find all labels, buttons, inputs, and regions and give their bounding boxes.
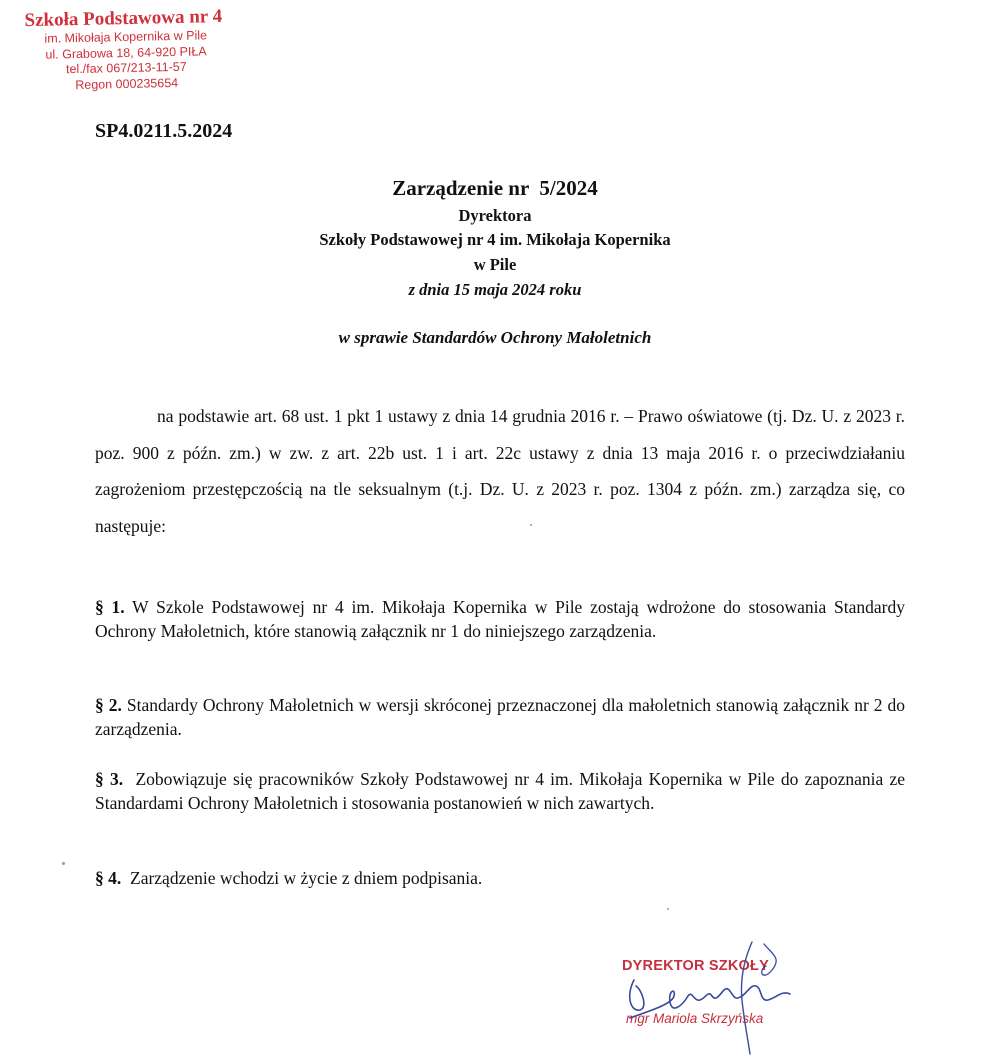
paragraph-number: § 2. — [95, 695, 122, 715]
signature-title-stamp: DYREKTOR SZKOŁY — [622, 958, 769, 974]
paragraph-text: Zobowiązuje się pracowników Szkoły Podstawowej nr 4 im. Mikołaja Kopernika w Pile do zapoznania ze Standardami Ochrony Małoletnich i stosowania postanowień w nich zawartych. — [95, 769, 905, 813]
paragraph-number: § 3. — [95, 769, 124, 789]
paragraph-number: § 4. — [95, 868, 122, 888]
stamp-regon: Regon 000235654 — [75, 75, 179, 92]
paragraph-number: § 1. — [95, 597, 125, 617]
director-signature-block — [612, 940, 822, 1055]
paragraph-text: W Szkole Podstawowej nr 4 im. Mikołaja Kopernika w Pile zostają wdrożone do stosowania Standardy Ochrony Małoletnich, które stanowią załącznik nr 1 do niniejszego zarządzenia. — [95, 597, 906, 641]
stamp-school-name: Szkoła Podstawowa nr 4 — [24, 5, 223, 32]
signature-name-stamp: mgr Mariola Skrzyńska — [626, 1011, 764, 1026]
legal-basis-preamble: na podstawie art. 68 ust. 1 pkt 1 ustawy z dnia 14 grudnia 2016 r. – Prawo oświatowe (tj. Dz. U. z 2023 r. poz. 900 z późn. zm.) w zw. z art. 22b ust. 1 i art. 22c ustawy z dnia 13 maja 2016 r. o przeciwdziałaniu zagrożeniom przestępczością na tle seksualnym (t.j. Dz. U. z 2023 r. poz. 1304 z późn. zm.) zarządza się, co następuje: — [95, 406, 905, 536]
stamp-phone: tel./fax 067/213-11-57 — [65, 59, 187, 77]
document-title: Zarządzenie nr 5/2024 — [392, 176, 598, 200]
paragraph-text: Zarządzenie wchodzi w życie z dniem podpisania. — [130, 868, 483, 888]
paragraph-1 — [95, 595, 905, 643]
document-subject: w sprawie Standardów Ochrony Małoletnich — [338, 328, 652, 347]
paragraph-text: Standardy Ochrony Małoletnich w wersji skróconej przeznaczonej dla małoletnich stanowią załącznik nr 2 do zarządzenia. — [95, 695, 906, 739]
document-date: z dnia 15 maja 2024 roku — [408, 280, 582, 299]
scan-speck — [667, 908, 669, 910]
handwritten-signature — [612, 940, 822, 1055]
issuer-line-1: Dyrektora — [458, 206, 532, 225]
issuer-line-3: w Pile — [473, 255, 517, 274]
reference-number: SP4.0211.5.2024 — [95, 120, 233, 142]
school-stamp — [5, 5, 247, 94]
paragraph-4 — [95, 866, 905, 890]
scan-speck — [62, 862, 65, 865]
issuer-line-2: Szkoły Podstawowej nr 4 im. Mikołaja Kopernika — [319, 230, 671, 249]
paragraph-2 — [95, 693, 905, 741]
scan-speck — [530, 524, 532, 526]
stamp-patron: im. Mikołaja Kopernika w Pile — [44, 28, 208, 46]
paragraph-3 — [95, 767, 905, 815]
stamp-address: ul. Grabowa 18, 64-920 PIŁA — [45, 43, 207, 62]
